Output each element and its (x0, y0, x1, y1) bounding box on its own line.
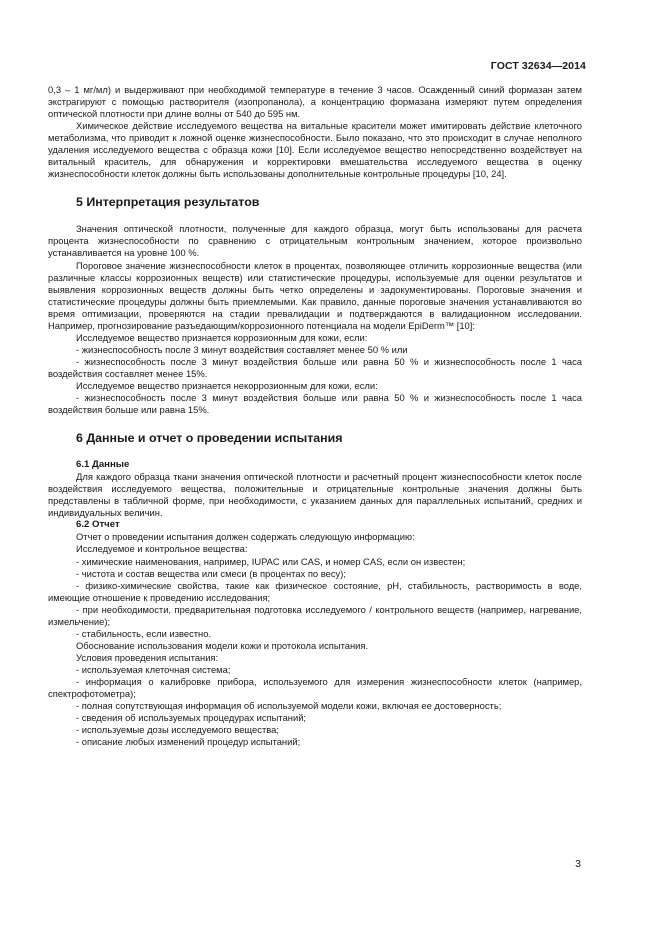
section-5-paragraph-1: Значения оптической плотности, полученные для каждого образца, могут быть использованы для расчета процента жизнеспособности по сравнению с отрицательным контрольным значением, которое произвольно устанавливается на уровне 100 %. (48, 223, 582, 259)
section-5-list-item-2: - жизнеспособность после 3 минут воздействия больше или равна 50 % и жизнеспособность после 1 часа воздействия составляет менее 15%. (48, 355, 582, 379)
report-line-13: - сведения об используемых процедурах испытаний; (76, 712, 307, 724)
report-line-2: Исследуемое и контрольное вещества: (76, 543, 248, 555)
section-6-title: 6 Данные и отчет о проведении испытания (76, 431, 343, 446)
report-line-6: - при необходимости, предварительная подготовка исследуемого / контрольного веществ (например, нагревание, измельчение); (48, 603, 582, 627)
section-5-list-item-3: - жизнеспособность после 3 минут воздействия больше или равна 50 % и жизнеспособность после 1 часа воздействия больше или равна 15%. (48, 392, 582, 416)
standard-header: ГОСТ 32634—2014 (490, 60, 586, 72)
subsection-6-2-title: 6.2 Отчет (76, 519, 120, 531)
report-line-10: - используемая клеточная система; (76, 663, 231, 675)
report-line-14: - используемые дозы исследуемого вещества; (76, 724, 279, 736)
report-line-15: - описание любых изменений процедур испытаний; (76, 736, 301, 748)
report-line-11: - информация о калибровке прибора, используемого для измерения жизнеспособности клеток (например, спектрофотометра); (48, 675, 582, 700)
report-line-9: Условия проведения испытания: (76, 651, 219, 663)
intro-paragraph-1: 0,3 – 1 мг/мл) и выдерживают при необходимой температуре в течение 3 часов. Осажденный синий формазан затем экстрагируют с помощью растворителя (изопропанола), а концентрацию формазана измеряют путем определения оптической плотности при длине волны от 540 до 595 нм. (48, 84, 582, 120)
report-line-8: Обоснование использования модели кожи и протокола испытания. (76, 639, 369, 651)
report-line-12: - полная сопутствующая информация об используемой модели кожи, включая ее достоверность; (76, 700, 502, 712)
section-5-paragraph-3: Исследуемое вещество признается коррозионным для кожи, если: (76, 331, 368, 343)
subsection-6-1-text: Для каждого образца ткани значения оптической плотности и расчетный процент жизнеспособности клеток после воздействия исследуемого вещества, положительные и отрицательные контрольные значения должны быть представлены в табличной форме, при необходимости, с указанием данных для параллельных испытаний, средних и индивидуальных величин. (48, 471, 582, 519)
section-5-title: 5 Интерпретация результатов (76, 195, 260, 210)
page-content (48, 84, 582, 748)
section-5-paragraph-4: Исследуемое вещество признается некоррозионным для кожи, если: (76, 379, 378, 391)
page-number: 3 (575, 858, 581, 870)
section-5-paragraph-2: Пороговое значение жизнеспособности клеток в процентах, позволяющее отличить коррозионные вещества (или различные классы коррозионных веществ) или статистические процедуры, используемые для оценки результатов и выявления коррозионных веществ должны быть четко определены и задокументированы. Пороговые значения и статистические процедуры должны быть приемлемыми. Как правило, данные пороговые значения устанавливаются во время оптимизации, проверяются на стадии превалидации и подтверждаются в валидационном исследовании. Например, прогнозирование разъедающим/коррозионного потенциала на модели EpiDerm™ [10]: (48, 259, 582, 331)
report-line-4: - чистота и состав вещества или смеси (в процентах по весу); (76, 567, 346, 579)
report-line-1: Отчет о проведении испытания должен содержать следующую информацию: (76, 531, 415, 543)
section-5-list-item-1: - жизнеспособность после 3 минут воздействия составляет менее 50 % или (76, 343, 408, 355)
report-line-5: - физико-химические свойства, такие как физическое состояние, pH, стабильность, растворимость в воде, имеющие отношение к проведению исследования; (48, 579, 582, 603)
subsection-6-1-title: 6.1 Данные (76, 459, 130, 471)
report-line-3: - химические наименования, например, IUPAC или CAS, и номер CAS, если он известен; (76, 555, 466, 567)
intro-paragraph-2: Химическое действие исследуемого вещества на витальные красители может имитировать действие клеточного метаболизма, что приводит к ложной оценке жизнеспособности. Было показано, что это происходит в случае неполного удаления исследуемого вещества с образца кожи [10]. Если исследуемое вещество непосредственно воздействует на витальный краситель, для обнаружения и корректировки вмешательства исследуемого вещества в оценку жизнеспособности клеток должны быть использованы дополнительные контрольные процедуры [10, 24]. (48, 120, 582, 180)
report-line-7: - стабильность, если известно. (76, 627, 212, 639)
